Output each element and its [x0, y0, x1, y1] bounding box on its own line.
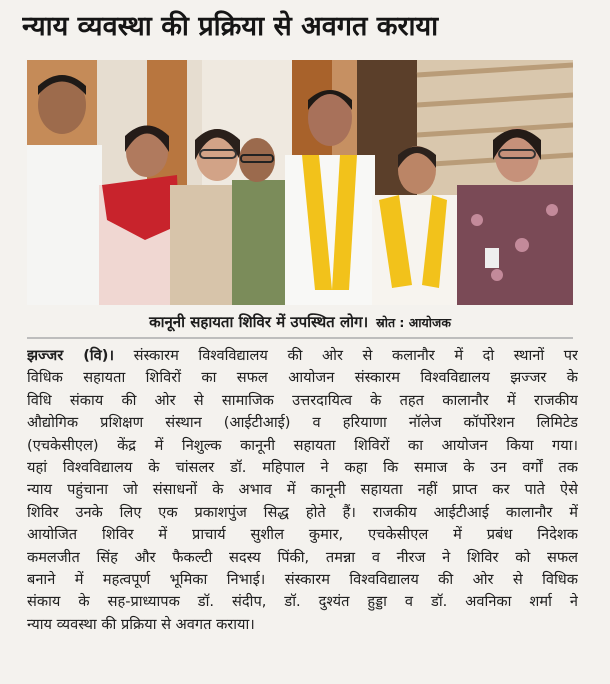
headline: न्याय व्यवस्था की प्रक्रिया से अवगत कराया — [22, 11, 439, 42]
article-line: न्याय पहुंचाना जो संसाधनों के अभाव में कानूनी सहायता नहीं प्राप्त कर पाते ऐसे — [27, 481, 578, 499]
group-photo-illustration — [27, 60, 573, 305]
photo-source: स्रोत : आयोजक — [376, 314, 451, 330]
article-line: औद्योगिक प्रशिक्षण संस्थान (आईटीआई) व हरियाणा नॉलेज कॉर्पोरेशन लिमिटेड — [27, 414, 578, 432]
article-line: संकाय के सह-प्राध्यापक डॉ. संदीप, डॉ. दुश्यंत हुड्डा व डॉ. अवनिका शर्मा ने — [27, 593, 578, 611]
photo-caption — [27, 307, 573, 339]
article-line: विधि संकाय की ओर से सामाजिक उत्तरदायित्व के तहत कालानौर में राजकीय — [27, 391, 578, 409]
article-line: बनाने में महत्वपूर्ण भूमिका निभाई। संस्कारम विश्वविद्यालय की ओर से विधिक — [27, 571, 578, 589]
dateline: झज्जर (वि)। — [27, 347, 114, 364]
article-line: यहां विश्वविद्यालय के चांसलर डॉ. महिपाल ने कहा कि समाज के उन वर्गों तक — [27, 459, 578, 477]
article-line: (एचकेसीएल) केंद्र में निशुल्क कानूनी सहायता शिविरों का आयोजन किया गया। — [27, 436, 578, 454]
article-line: विधिक सहायता शिविरों का सफल आयोजन संस्कारम विश्वविद्यालय झज्जर के — [27, 369, 578, 387]
article-line: झज्जर (वि)। संस्कारम विश्वविद्यालय की ओर से कलानौर में दो स्थानों पर — [27, 347, 578, 364]
article-line: आयोजित शिविर में प्राचार्य सुशील कुमार, एचकेसीएल में प्रबंध निदेशक — [27, 526, 578, 544]
article-line: न्याय व्यवस्था की प्रक्रिया से अवगत कराया। — [27, 615, 255, 633]
news-photo — [27, 60, 573, 305]
article-line: शिविर उनके लिए एक प्रकाशपुंज सिद्ध होते हैं। राजकीय आईटीआई कालानौर में — [27, 503, 578, 521]
caption-text: कानूनी सहायता शिविर में उपस्थित लोग। — [149, 313, 369, 331]
next-article-cutoff — [27, 676, 573, 684]
article-line: कमलजीत सिंह और फैकल्टी सदस्य पिंकी, तमन्ना व नीरज ने शिविर को सफल — [27, 548, 578, 566]
article-body — [27, 345, 578, 636]
